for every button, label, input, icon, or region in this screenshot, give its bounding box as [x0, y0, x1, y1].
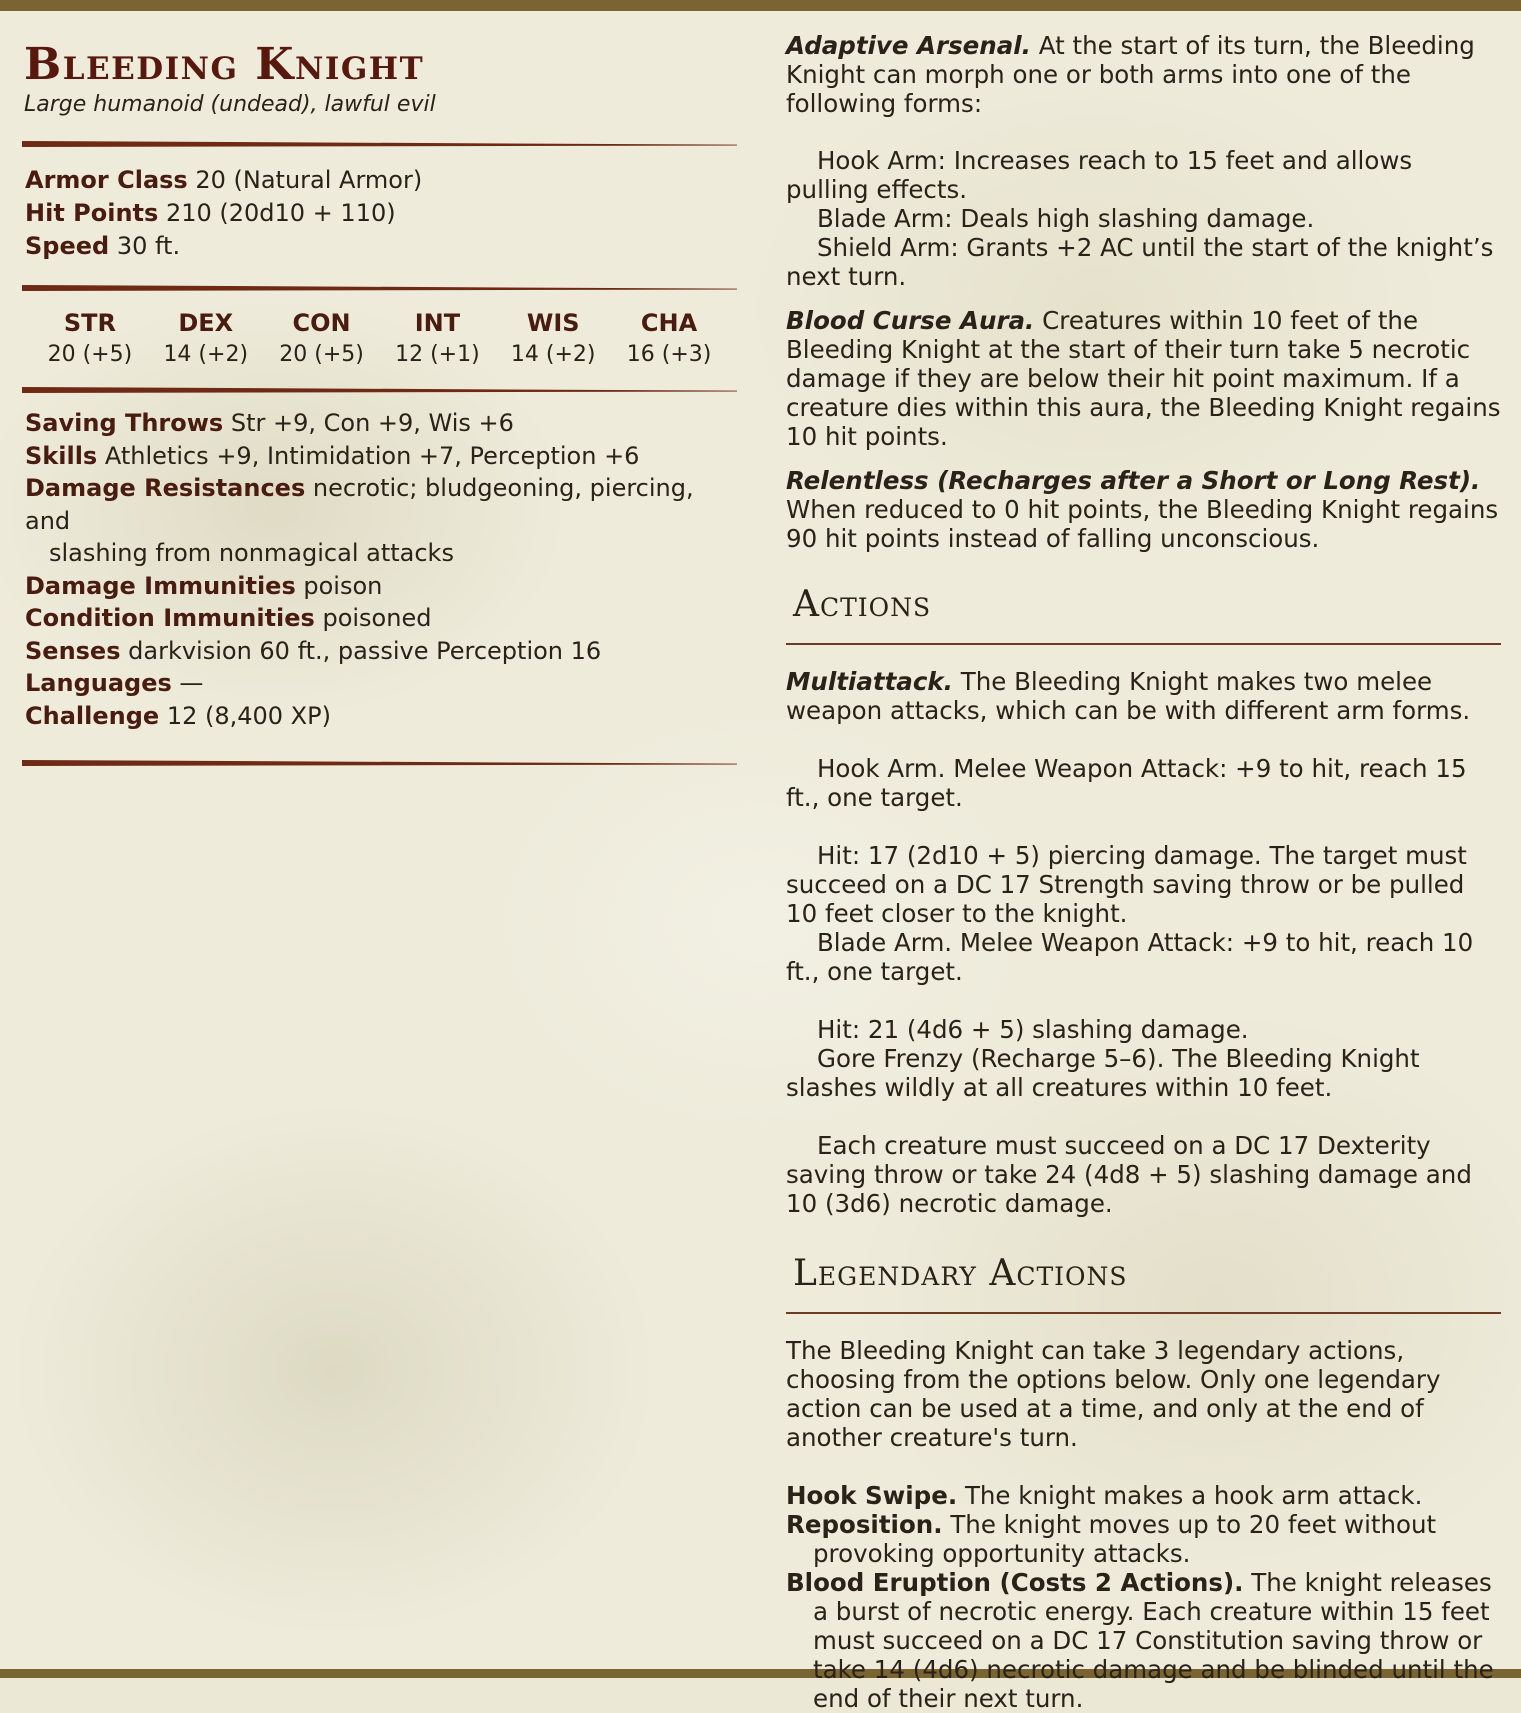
property-value: necrotic; bludgeoning, piercing, and	[25, 474, 694, 535]
trait-adaptive-arsenal	[786, 31, 1501, 118]
condition-immunities	[25, 602, 737, 635]
property-value: —	[179, 669, 204, 697]
action-gore-frenzy-effect: Each creature must succeed on a DC 17 Dexterity saving throw or take 24 (4d8 + 5) slashing damage and 10 (3d6) necrotic damage.	[786, 1131, 1472, 1218]
speed-value: 30 ft.	[116, 232, 181, 260]
property-value: darkvision 60 ft., passive Perception 16	[128, 636, 602, 665]
hit-points-value: 210 (20d10 + 110)	[165, 199, 396, 227]
property-value: Athletics +9, Intimidation +7, Perception +6	[104, 441, 640, 470]
action-blade-arm: Blade Arm. Melee Weapon Attack: +9 to hit, reach 10 ft., one target.	[786, 928, 1474, 986]
senses	[25, 635, 737, 668]
property-value: poisoned	[322, 604, 432, 632]
property-value: poison	[303, 571, 383, 600]
arm-form-blade: Blade Arm: Deals high slashing damage.	[817, 204, 1315, 233]
arm-form-shield: Shield Arm: Grants +2 AC until the start of the knight’s next turn.	[786, 233, 1494, 291]
ability-dex	[151, 307, 261, 371]
property-value: Str +9, Con +9, Wis +6	[230, 409, 514, 437]
ability-name: CHA	[640, 309, 698, 337]
actions-rule	[786, 643, 1501, 645]
trait-name: Adaptive Arsenal.	[786, 31, 1031, 60]
arm-form-hook: Hook Arm: Increases reach to 15 feet and allows pulling effects.	[786, 146, 1413, 204]
ability-scores	[22, 291, 737, 371]
legendary-reposition	[786, 1510, 1501, 1568]
trait-text: When reduced to 0 hit points, the Bleeding Knight regains 90 hit points instead of falling unconscious.	[786, 495, 1499, 553]
ability-score: 12 (+1)	[395, 342, 480, 367]
action-multiattack	[786, 667, 1501, 725]
trait-text: At the start of its turn, the Bleeding Knight can morph one or both arms into one of the following forms:	[786, 31, 1475, 118]
ability-score: 20 (+5)	[47, 342, 133, 367]
action-text: The Bleeding Knight makes two melee weapon attacks, which can be with different arm forms.	[786, 667, 1471, 725]
monster-name: Bleeding Knight	[24, 39, 425, 90]
legendary-blood-eruption	[786, 1568, 1501, 1713]
action-hook-arm: Hook Arm. Melee Weapon Attack: +9 to hit, reach 15 ft., one target.	[786, 754, 1467, 812]
legendary-text: The knight makes a hook arm attack.	[964, 1481, 1423, 1510]
property-label: Damage Immunities	[25, 571, 296, 600]
divider	[22, 760, 737, 766]
ability-score: 14 (+2)	[510, 342, 596, 367]
speed-label: Speed	[25, 232, 110, 260]
divider	[22, 141, 737, 147]
trait-text: Creatures within 10 feet of the Bleeding Knight at the start of their turn take 5 necrotic damage if they are below their hit point maximum. If a creature dies within this aura, the Bleeding Knight regains 10 hit points.	[786, 306, 1501, 451]
trait-relentless	[786, 466, 1501, 553]
speed	[25, 230, 737, 263]
trait-blood-curse-aura	[786, 306, 1501, 451]
ability-score: 14 (+2)	[163, 342, 249, 367]
hit-points-label: Hit Points	[25, 199, 159, 227]
property-label: Condition Immunities	[25, 604, 315, 632]
skills	[25, 440, 737, 473]
ability-name: INT	[414, 309, 461, 337]
property-label: Damage Resistances	[25, 474, 306, 502]
divider	[22, 387, 737, 393]
actions-heading: Actions	[793, 584, 932, 625]
property-label: Languages	[25, 669, 172, 697]
ability-con	[267, 307, 377, 371]
languages	[25, 667, 737, 700]
property-label: Senses	[25, 636, 121, 665]
legendary-name: Blood Eruption (Costs 2 Actions).	[786, 1568, 1244, 1597]
legendary-intro: The Bleeding Knight can take 3 legendary actions, choosing from the options below. Only one legendary action can be used at a time, and only at the end of another creature's turn.	[786, 1336, 1441, 1452]
basic-stats	[22, 164, 737, 263]
ability-int	[382, 307, 492, 371]
action-hook-arm-hit: Hit: 17 (2d10 + 5) piercing damage. The target must succeed on a DC 17 Strength saving throw or be pulled 10 feet closer to the knight.	[786, 841, 1467, 928]
legendary-hook-swipe	[786, 1481, 1501, 1510]
ability-name: STR	[63, 309, 116, 337]
property-label: Skills	[25, 441, 98, 470]
legendary-name: Reposition.	[786, 1510, 943, 1539]
armor-class-label: Armor Class	[25, 166, 188, 194]
legendary-name: Hook Swipe.	[786, 1481, 958, 1510]
armor-class	[25, 164, 737, 197]
legendary-actions-rule	[786, 1312, 1501, 1314]
ability-score: 20 (+5)	[279, 342, 364, 367]
action-blade-arm-hit: Hit: 21 (4d6 + 5) slashing damage.	[817, 1015, 1249, 1044]
property-value: 12 (8,400 XP)	[166, 701, 331, 730]
action-gore-frenzy: Gore Frenzy (Recharge 5–6). The Bleeding Knight slashes wildly at all creatures within 10 feet.	[786, 1044, 1420, 1102]
ability-score: 16 (+3)	[626, 342, 712, 367]
ability-str	[35, 307, 145, 371]
challenge	[25, 700, 737, 733]
action-name: Multiattack.	[786, 667, 953, 696]
ability-name: WIS	[526, 309, 580, 337]
ability-wis	[498, 307, 608, 371]
damage-resistances-cont: slashing from nonmagical attacks	[49, 539, 454, 567]
property-label: Saving Throws	[25, 409, 224, 437]
ability-name: DEX	[178, 309, 234, 337]
legendary-text: The knight releases a burst of necrotic energy. Each creature within 15 feet must succeed on a DC 17 Constitution saving throw or take 14 (4d6) necrotic damage and be blinded until the end of their next turn.	[813, 1568, 1494, 1713]
legendary-actions-heading: Legendary Actions	[793, 1253, 1128, 1294]
ability-cha	[614, 307, 724, 371]
trait-name: Relentless (Recharges after a Short or Long Rest).	[786, 466, 1481, 495]
property-label: Challenge	[25, 701, 160, 730]
legendary-text: The knight moves up to 20 feet without provoking opportunity attacks.	[813, 1510, 1437, 1568]
ability-name: CON	[292, 309, 351, 337]
damage-resistances	[25, 472, 737, 537]
damage-immunities	[25, 570, 737, 603]
saving-throws	[25, 407, 737, 440]
armor-class-value: 20 (Natural Armor)	[195, 166, 423, 194]
hit-points	[25, 197, 737, 230]
left-column	[22, 30, 737, 766]
trait-name: Blood Curse Aura.	[786, 306, 1035, 335]
monster-type: Large humanoid (undead), lawful evil	[24, 92, 436, 117]
right-column	[786, 31, 1501, 1713]
properties	[22, 407, 737, 732]
